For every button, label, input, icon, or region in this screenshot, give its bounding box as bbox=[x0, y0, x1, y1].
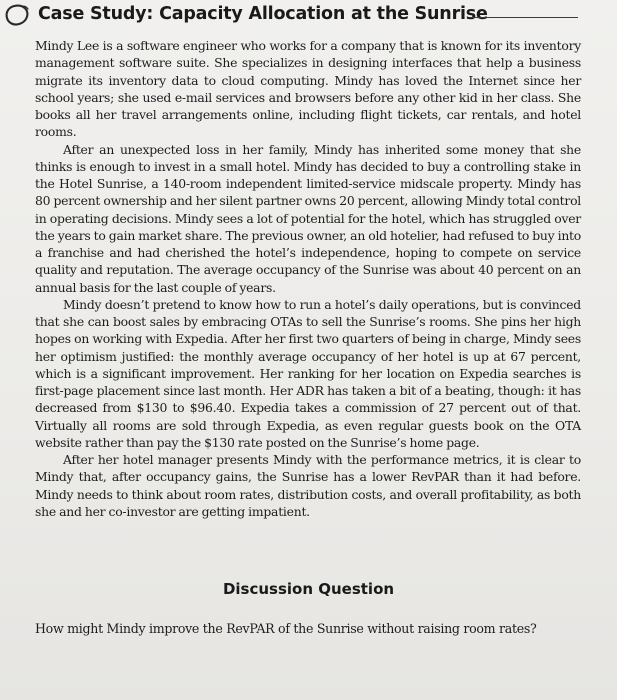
paragraph-1: Mindy Lee is a software engineer who works for a company that is known for its inventory management software suite. She specializes in designing interfaces that help a business migrate its inventory data to cloud computing. Mindy has loved the Internet since her school years; she used e-mail services and browsers before any other kid in her class. She books all her travel arrangements online, including flight tickets, car rentals, and hotel rooms. bbox=[35, 38, 581, 140]
paragraph-4: After her hotel manager presents Mindy with the performance metrics, it is clear to Mindy that, after occupancy gains, the Sunrise has a lower RevPAR than it had before. Mindy needs to think about room rates, distribution costs, and overall profitability, as both she and her co-investor are getting impatient. bbox=[35, 452, 581, 519]
case-study-header bbox=[0, 0, 617, 34]
discussion-question: How might Mindy improve the RevPAR of the Sunrise without raising room rates? bbox=[35, 621, 537, 636]
discussion-heading: Discussion Question bbox=[222, 580, 395, 598]
case-study-title: Case Study: Capacity Allocation at the Sunrise bbox=[38, 4, 488, 24]
paragraph-3: Mindy doesn’t pretend to know how to run a hotel’s daily operations, but is convinced that she can boost sales by embracing OTAs to sell the Sunrise’s rooms. She pins her high hopes on working with Expedia. After her first two quarters of being in charge, Mindy sees her optimism justified: the monthly average occupancy of her hotel is up at 67 percent, which is a significant improvement. Her ranking for her location on Expedia searches is first-page placement since last month. Her ADR has taken a bit of a beating, though: it has decreased from $130 to $96.40. Expedia takes a commission of 27 percent out of that. Virtually all rooms are sold through Expedia, as even regular guests book on the OTA website rather than pay the $130 rate posted on the Sunrise’s home page. bbox=[35, 296, 581, 450]
open-circle-icon bbox=[3, 3, 31, 27]
paragraph-2: After an unexpected loss in her family, Mindy has inherited some money that she thinks is enough to invest in a small hotel. Mindy has decided to buy a controlling stake in the Hotel Sunrise, a 140-room independent limited-service midscale property. Mindy has 80 percent ownership and her silent partner owns 20 percent, allowing Mindy total control in operating decisions. Mindy sees a lot of potential for the hotel, which has struggled over the years to gain market share. The previous owner, an old hotelier, had refused to buy into a franchise and had cherished the hotel’s independence, hoping to compete on service quality and reputation. The average occupancy of the Sunrise was about 40 percent on an annual basis for the last couple of years. bbox=[35, 141, 581, 295]
case-study-body bbox=[35, 37, 581, 520]
title-rule bbox=[470, 17, 578, 18]
